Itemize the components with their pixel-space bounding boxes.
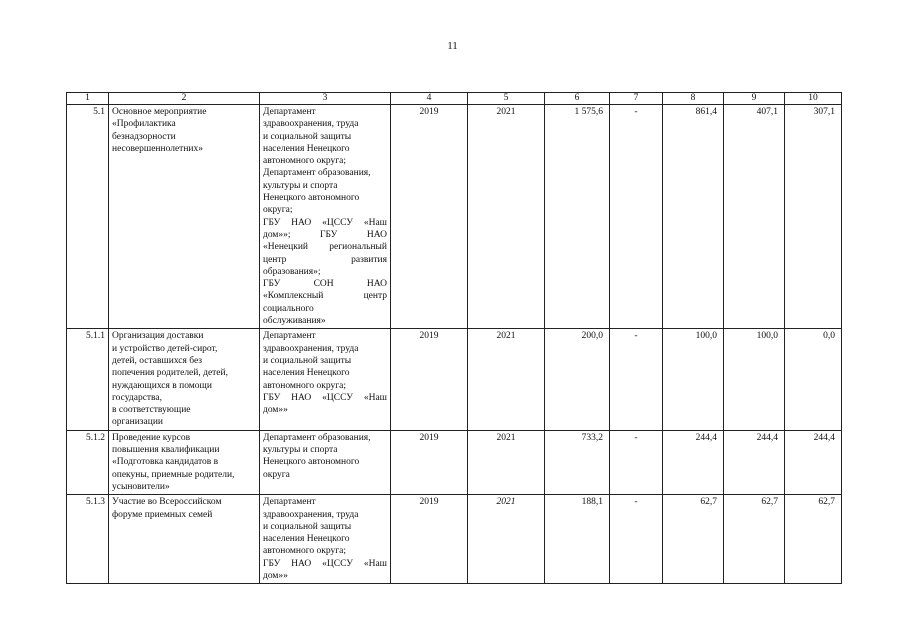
- activity-name-line: детей, оставшихся без: [112, 355, 203, 366]
- amount-col-8: 861,4: [663, 105, 724, 329]
- activity-name-line: Основное мероприятие: [112, 107, 207, 117]
- executor-line: культуры и спорта: [263, 445, 338, 456]
- executor-line: Департамент образования,: [263, 168, 371, 179]
- executor-line: автономного округа;: [263, 546, 347, 557]
- executor-line: Департамент: [263, 497, 316, 508]
- amount-col-9: 407,1: [724, 105, 785, 329]
- column-header: 2: [109, 93, 260, 105]
- executor-line: центр развития: [263, 254, 387, 265]
- row-number: 5.1: [67, 105, 109, 329]
- column-header: 3: [260, 93, 391, 105]
- executor-line: социального: [263, 303, 314, 314]
- row-number: 5.1.2: [67, 430, 109, 494]
- table-row: [67, 105, 842, 329]
- end-year: 2021: [468, 430, 545, 494]
- executor: [260, 495, 391, 584]
- activity-name-line: государства,: [112, 392, 163, 403]
- total-amount: 200,0: [545, 329, 610, 430]
- column-header: 7: [610, 93, 663, 105]
- amount-col-8: 244,4: [663, 430, 724, 494]
- executor-line: культуры и спорта: [263, 180, 338, 191]
- activity-name-line: нуждающихся в помощи: [112, 380, 212, 391]
- column-header: 9: [724, 93, 785, 105]
- column-header: 5: [468, 93, 545, 105]
- activity-name-line: Участие во Всероссийском: [112, 497, 222, 508]
- activity-name-line: в соответствующие: [112, 405, 191, 416]
- page-number: 11: [447, 40, 458, 52]
- amount-col-10: 0,0: [785, 329, 842, 430]
- executor-line: здравоохранения, труда: [263, 119, 359, 130]
- executor: [260, 105, 391, 329]
- executor-line: образования»;: [263, 266, 321, 277]
- column-header: 1: [67, 93, 109, 105]
- activity-name-line: повышения квалификации: [112, 445, 220, 456]
- activity-name-line: опекуны, приемные родители,: [112, 469, 235, 480]
- executor-line: здравоохранения, труда: [263, 509, 359, 520]
- executor: [260, 329, 391, 430]
- executor-line: Ненецкого автономного: [263, 193, 360, 204]
- executor-line: ГБУ СОН НАО: [263, 279, 387, 290]
- executor-line: и социальной защиты: [263, 131, 352, 142]
- executor: [260, 430, 391, 494]
- amount-col-9: 100,0: [724, 329, 785, 430]
- executor-line: обслуживания»: [263, 316, 326, 327]
- executor-line: и социальной защиты: [263, 521, 352, 532]
- row-number: 5.1.1: [67, 329, 109, 430]
- executor-line: «Ненецкий региональный: [263, 242, 387, 253]
- executor-line: округа;: [263, 205, 293, 216]
- start-year: 2019: [391, 329, 468, 430]
- table-row: [67, 329, 842, 430]
- executor-line: Ненецкого автономного: [263, 457, 360, 468]
- table-row: [67, 495, 842, 584]
- amount-col-8: 100,0: [663, 329, 724, 430]
- activity-name-line: организации: [112, 417, 164, 428]
- executor-line: округа: [263, 469, 290, 480]
- executor-line: «Комплексный центр: [263, 291, 387, 302]
- activity-name-line: безнадзорности: [112, 131, 176, 142]
- activity-name-line: попечения родителей, детей,: [112, 368, 228, 379]
- column-7-value: -: [610, 495, 663, 584]
- total-amount: 188,1: [545, 495, 610, 584]
- amount-col-10: 244,4: [785, 430, 842, 494]
- amount-col-8: 62,7: [663, 495, 724, 584]
- activity-name-line: «Подготовка кандидатов в: [112, 457, 219, 468]
- amount-col-9: 62,7: [724, 495, 785, 584]
- executor-line: населения Ненецкого: [263, 368, 350, 379]
- table-row: [67, 430, 842, 494]
- executor-line: дом»»; ГБУ НАО: [263, 229, 387, 240]
- activity-name-line: Организация доставки: [112, 331, 204, 342]
- column-header: 4: [391, 93, 468, 105]
- column-7-value: -: [610, 329, 663, 430]
- start-year: 2019: [391, 495, 468, 584]
- column-7-value: -: [610, 105, 663, 329]
- column-number-row: [67, 93, 842, 105]
- executor-line: ГБУ НАО «ЦССУ «Наш: [263, 558, 387, 569]
- amount-col-9: 244,4: [724, 430, 785, 494]
- amount-col-10: 307,1: [785, 105, 842, 329]
- executor-line: автономного округа;: [263, 156, 347, 167]
- start-year: 2019: [391, 430, 468, 494]
- executor-line: и социальной защиты: [263, 355, 352, 366]
- activity-name-line: и устройство детей-сирот,: [112, 343, 218, 354]
- executor-line: населения Ненецкого: [263, 534, 350, 545]
- end-year: 2021: [468, 329, 545, 430]
- end-year: 2021: [468, 495, 545, 584]
- executor-line: Департамент: [263, 331, 316, 342]
- activity-name-line: усыновители»: [112, 481, 170, 492]
- column-header: 10: [785, 93, 842, 105]
- executor-line: населения Ненецкого: [263, 143, 350, 154]
- end-year: 2021: [468, 105, 545, 329]
- executor-line: здравоохранения, труда: [263, 343, 359, 354]
- total-amount: 733,2: [545, 430, 610, 494]
- executor-line: ГБУ НАО «ЦССУ «Наш: [263, 392, 387, 403]
- column-7-value: -: [610, 430, 663, 494]
- executor-line: ГБУ НАО «ЦССУ «Наш: [263, 217, 387, 228]
- executor-line: автономного округа;: [263, 380, 347, 391]
- executor-line: Департамент: [263, 107, 316, 117]
- column-header: 6: [545, 93, 610, 105]
- program-table: [66, 92, 842, 584]
- executor-line: дом»»: [263, 405, 288, 416]
- activity-name: [109, 495, 260, 584]
- executor-line: Департамент образования,: [263, 432, 371, 443]
- start-year: 2019: [391, 105, 468, 329]
- activity-name-line: несовершеннолетних»: [112, 143, 204, 154]
- activity-name-line: Проведение курсов: [112, 432, 191, 443]
- activity-name-line: форуме приемных семей: [112, 509, 213, 520]
- total-amount: 1 575,6: [545, 105, 610, 329]
- activity-name: [109, 329, 260, 430]
- executor-line: дом»»: [263, 570, 288, 581]
- column-header: 8: [663, 93, 724, 105]
- activity-name: [109, 430, 260, 494]
- activity-name: [109, 105, 260, 329]
- activity-name-line: «Профилактика: [112, 119, 176, 130]
- row-number: 5.1.3: [67, 495, 109, 584]
- amount-col-10: 62,7: [785, 495, 842, 584]
